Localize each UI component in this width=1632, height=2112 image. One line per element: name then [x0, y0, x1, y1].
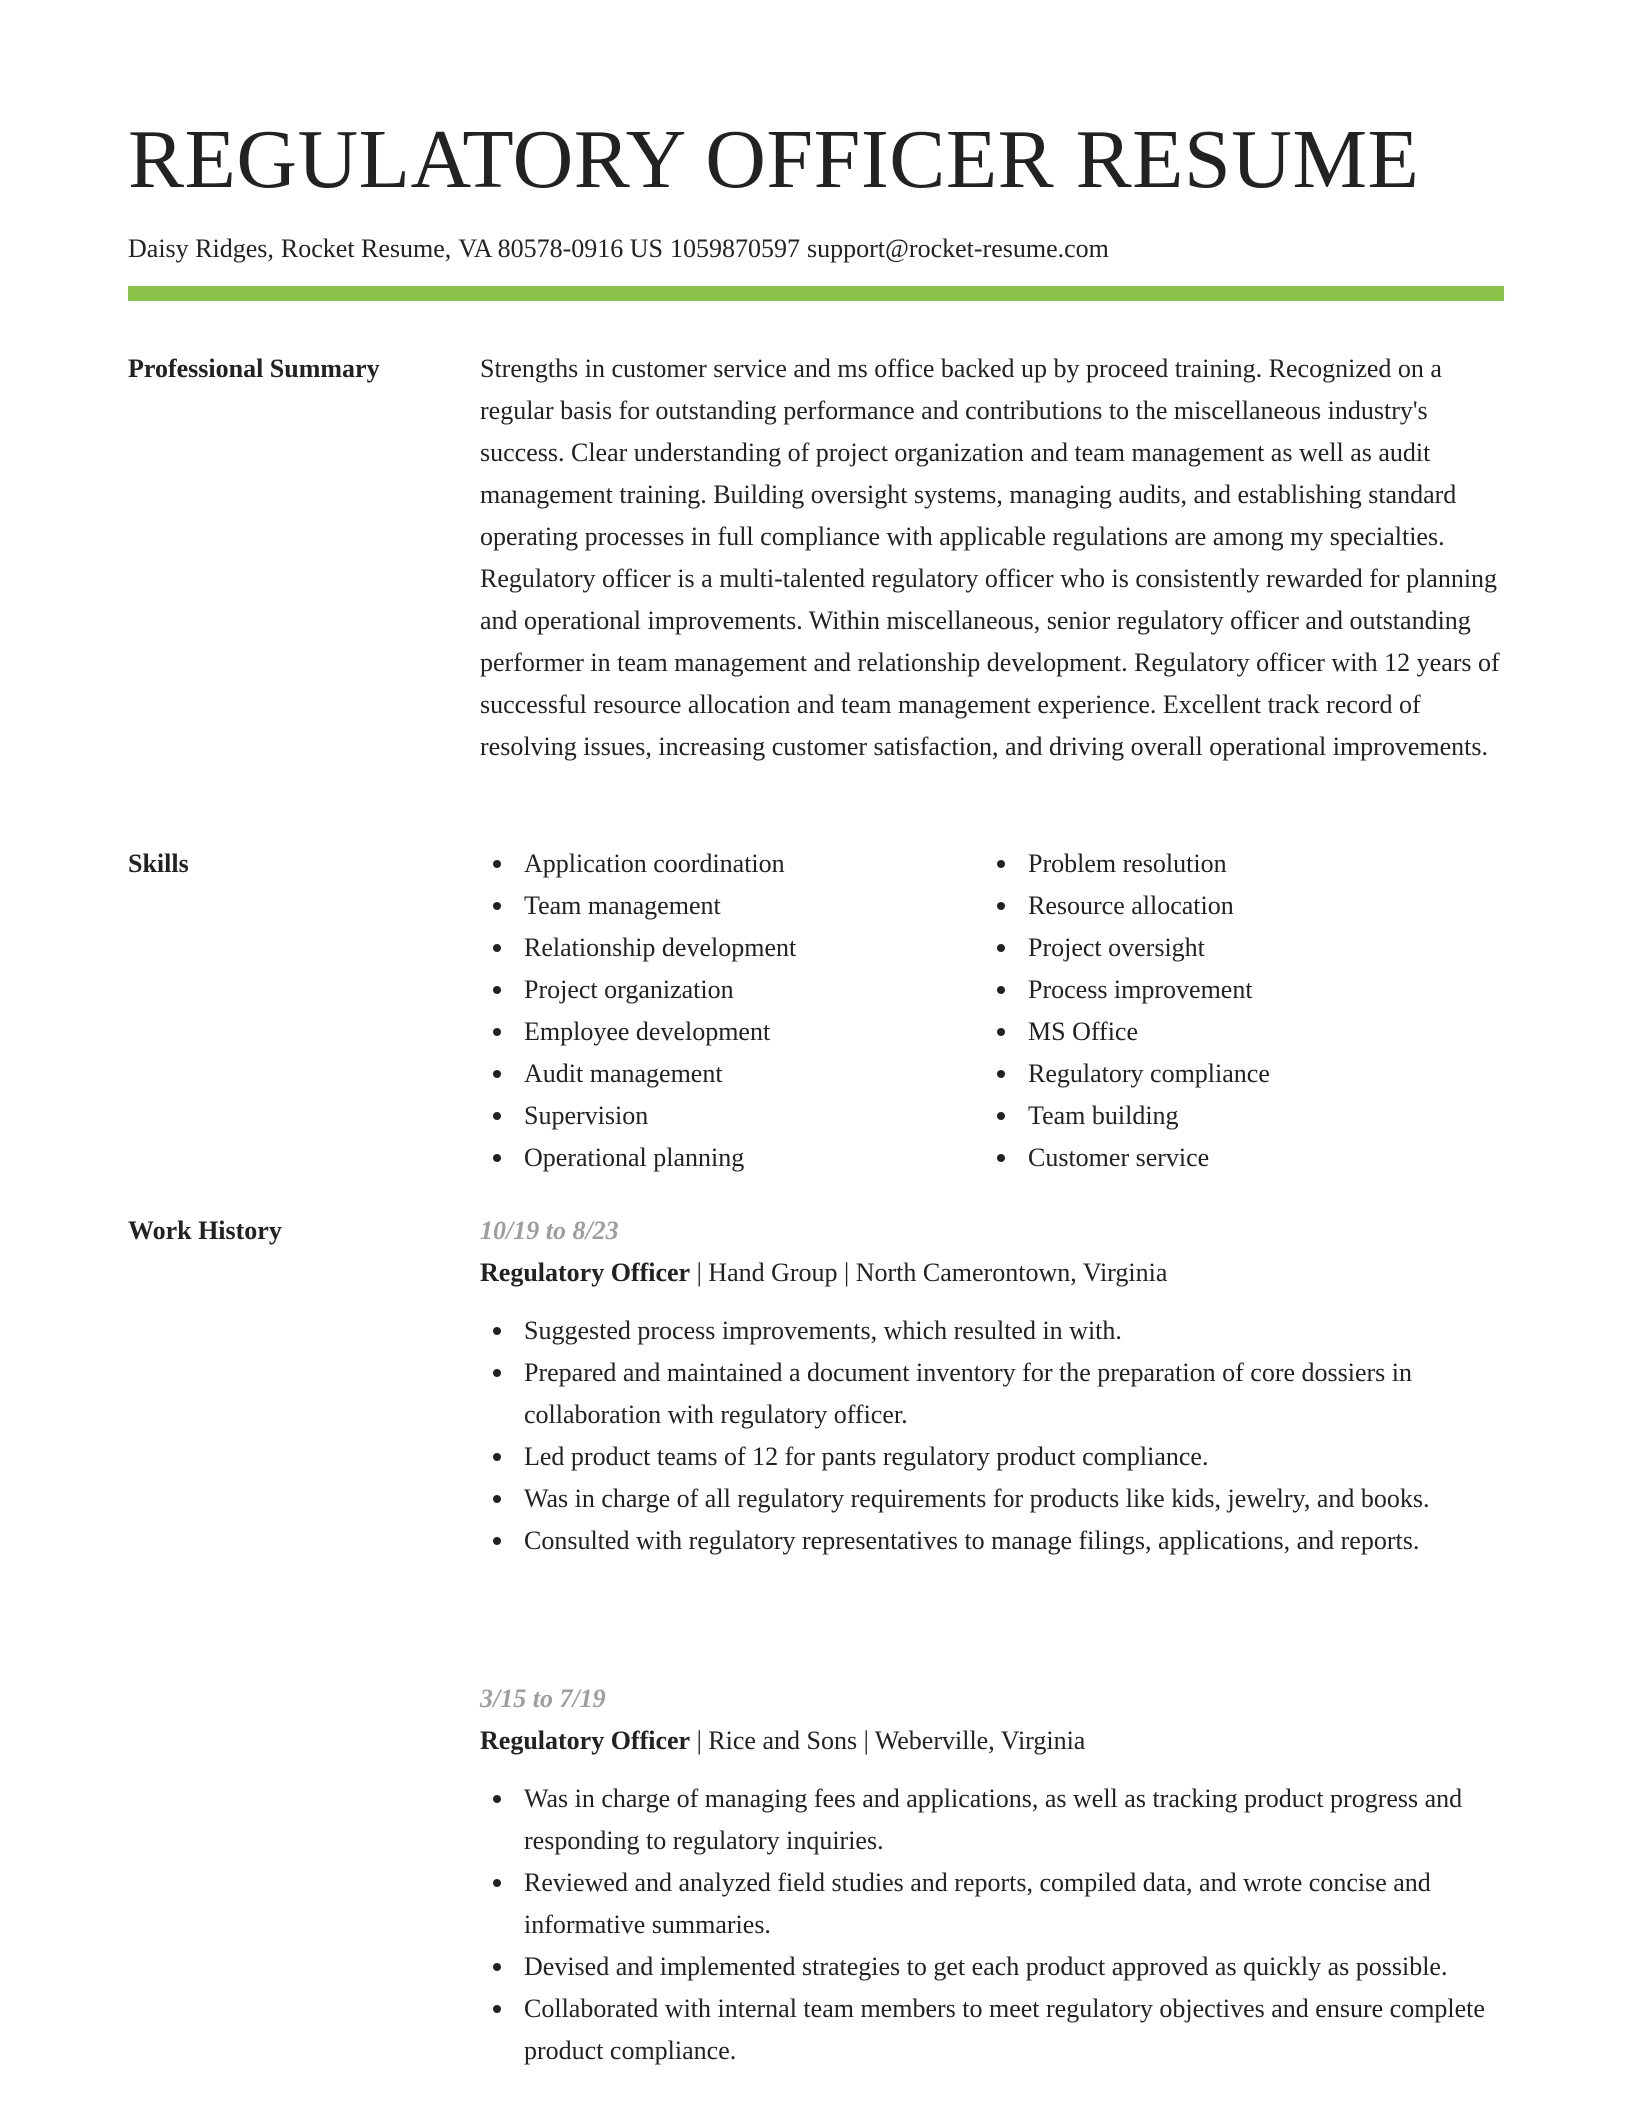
contact-location: VA 80578-0916 US — [458, 234, 663, 263]
job-details: | Hand Group | North Camerontown, Virginia — [690, 1258, 1168, 1287]
summary-text: Strengths in customer service and ms office backed up by proceed training. Recognized on a regular basis for outstanding performance and contributions to the miscellaneous industry's success. Clear understanding of project organization and team management as well as audit management training. Building oversight systems, managing audits, and establishing standard operating processes in full compliance with applicable regulations are among my specialties. Regulatory officer is a multi-talented regulatory officer who is consistently rewarded for planning and operational improvements. Within miscellaneous, senior regulatory officer and outstanding performer in team management and relationship development. Regulatory officer with 12 years of successful resource allocation and team management experience. Excellent track record of resolving issues, increasing customer satisfaction, and driving overall operational improvements. — [480, 354, 1500, 761]
resume-title: REGULATORY OFFICER RESUME — [128, 113, 1420, 206]
job-bullet: Was in charge of managing fees and applications, as well as tracking product progress and responding to regulatory inquiries. — [480, 1778, 1504, 1862]
contact-company: Rocket Resume, — [280, 234, 452, 263]
skill-item: Supervision — [480, 1095, 984, 1137]
job-bullet: Suggested process improvements, which resulted in with. — [480, 1310, 1504, 1352]
skills-heading: Skills — [128, 849, 189, 878]
job-title: Regulatory Officer — [480, 1258, 691, 1287]
job-heading — [480, 1720, 1504, 1762]
contact-phone: 1059870597 — [669, 234, 800, 263]
skill-item: Project organization — [480, 969, 984, 1011]
job-bullet: Reviewed and analyzed field studies and reports, compiled data, and wrote concise and informative summaries. — [480, 1862, 1504, 1946]
job-dates: 10/19 to 8/23 — [480, 1216, 619, 1245]
skill-item: Customer service — [984, 1137, 1488, 1179]
job-bullets — [480, 1310, 1504, 1562]
contact-email[interactable]: support@rocket-resume.com — [806, 234, 1109, 263]
job-bullets — [480, 1778, 1504, 2072]
job-bullet: Devised and implemented strategies to get each product approved as quickly as possible. — [480, 1946, 1504, 1988]
job-bullet: Prepared and maintained a document inventory for the preparation of core dossiers in collaboration with regulatory officer. — [480, 1352, 1504, 1436]
skill-item: Team building — [984, 1095, 1488, 1137]
job-bullet: Led product teams of 12 for pants regulatory product compliance. — [480, 1436, 1504, 1478]
header-divider — [128, 286, 1504, 301]
skills-columns — [480, 843, 1504, 1179]
skill-item: Process improvement — [984, 969, 1488, 1011]
job-bullet: Was in charge of all regulatory requirements for products like kids, jewelry, and books. — [480, 1478, 1504, 1520]
contact-name: Daisy Ridges, — [128, 234, 274, 263]
summary-heading: Professional Summary — [128, 354, 380, 383]
skill-item: Employee development — [480, 1011, 984, 1053]
work-history-heading: Work History — [128, 1216, 282, 1245]
job-entry — [480, 1210, 1504, 1562]
job-dates: 3/15 to 7/19 — [480, 1684, 606, 1713]
contact-line — [128, 232, 1109, 266]
skills-right-column — [984, 843, 1488, 1179]
job-bullet: Collaborated with internal team members to meet regulatory objectives and ensure complete product compliance. — [480, 1988, 1504, 2072]
skill-item: Relationship development — [480, 927, 984, 969]
skill-item: Resource allocation — [984, 885, 1488, 927]
skill-item: Audit management — [480, 1053, 984, 1095]
skill-item: Project oversight — [984, 927, 1488, 969]
skill-item: Team management — [480, 885, 984, 927]
job-heading — [480, 1252, 1504, 1294]
job-entry — [480, 1678, 1504, 2072]
skill-item: Problem resolution — [984, 843, 1488, 885]
skill-item: Operational planning — [480, 1137, 984, 1179]
skill-item: MS Office — [984, 1011, 1488, 1053]
skill-item: Regulatory compliance — [984, 1053, 1488, 1095]
job-bullet: Consulted with regulatory representatives to manage filings, applications, and reports. — [480, 1520, 1504, 1562]
skills-left-column — [480, 843, 984, 1179]
job-title: Regulatory Officer — [480, 1726, 691, 1755]
job-details: | Rice and Sons | Weberville, Virginia — [690, 1726, 1086, 1755]
skill-item: Application coordination — [480, 843, 984, 885]
